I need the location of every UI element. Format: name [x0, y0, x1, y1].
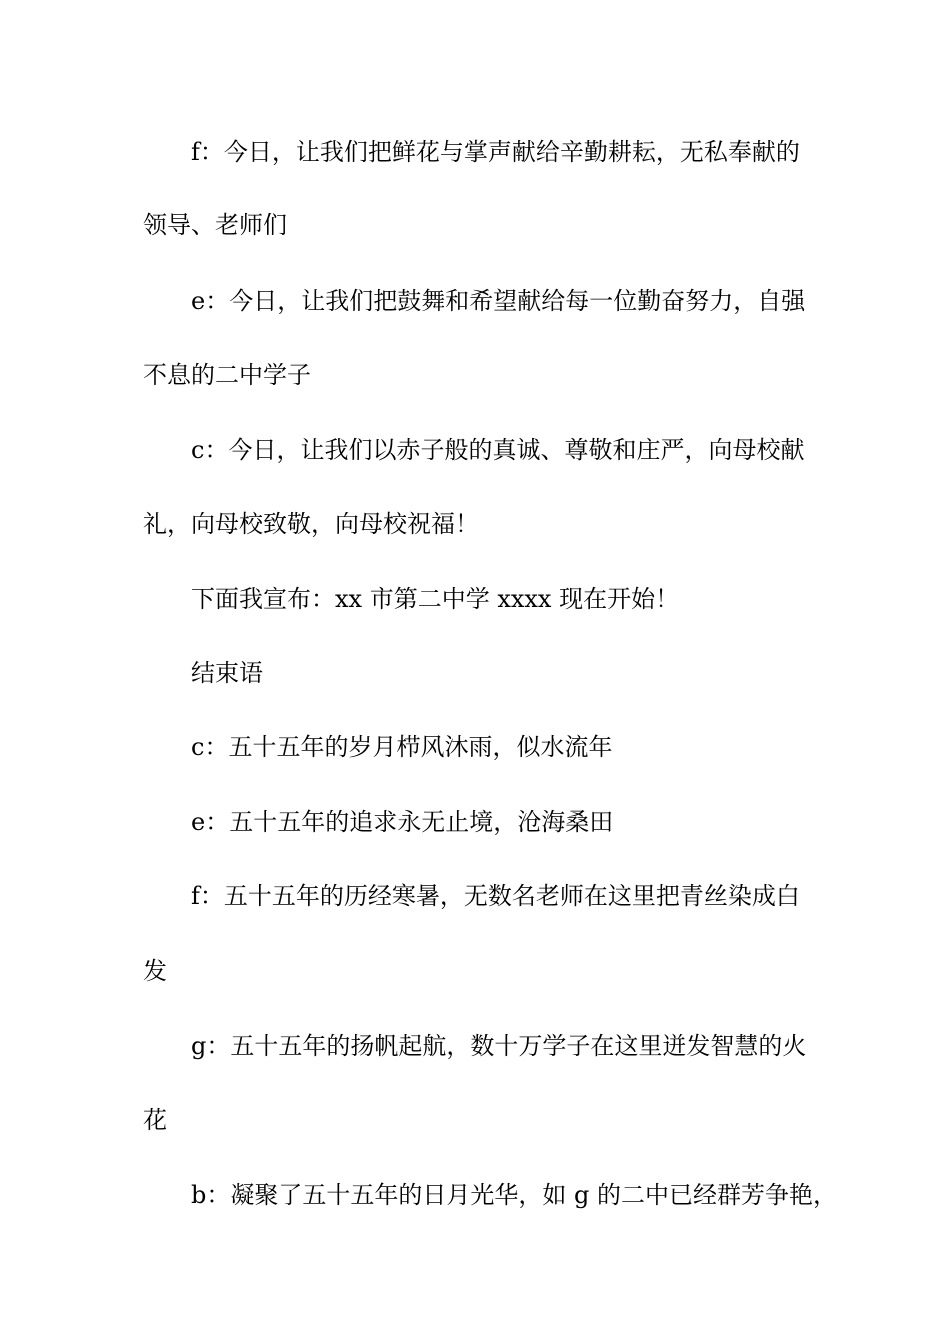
paragraph-line: f：今日，让我们把鲜花与掌声献给辛勤耕耘，无私奉献的 [191, 138, 800, 166]
paragraph-line: 不息的二中学子 [143, 361, 311, 389]
section-heading: 结束语 [191, 659, 263, 687]
paragraph-line: 发 [143, 957, 167, 985]
paragraph-line: e：今日，让我们把鼓舞和希望献给每一位勤奋努力，自强 [191, 287, 806, 315]
paragraph-line: g：五十五年的扬帆起航，数十万学子在这里迸发智慧的火 [191, 1032, 807, 1060]
paragraph-line: 下面我宣布：xx 市第二中学 xxxx 现在开始！ [191, 585, 680, 613]
paragraph-line: c：今日，让我们以赤子般的真诚、尊敬和庄严，向母校献 [191, 436, 805, 464]
paragraph-line: b：凝聚了五十五年的日月光华，如 g 的二中已经群芳争艳， [191, 1181, 837, 1209]
paragraph-line: c：五十五年的岁月栉风沐雨，似水流年 [191, 733, 613, 761]
paragraph-line: f：五十五年的历经寒暑，无数名老师在这里把青丝染成白 [191, 882, 800, 910]
paragraph-line: 花 [143, 1106, 167, 1134]
paragraph-line: e：五十五年的追求永无止境，沧海桑田 [191, 808, 614, 836]
paragraph-line: 领导、老师们 [143, 211, 287, 239]
paragraph-line: 礼，向母校致敬，向母校祝福！ [143, 510, 479, 538]
